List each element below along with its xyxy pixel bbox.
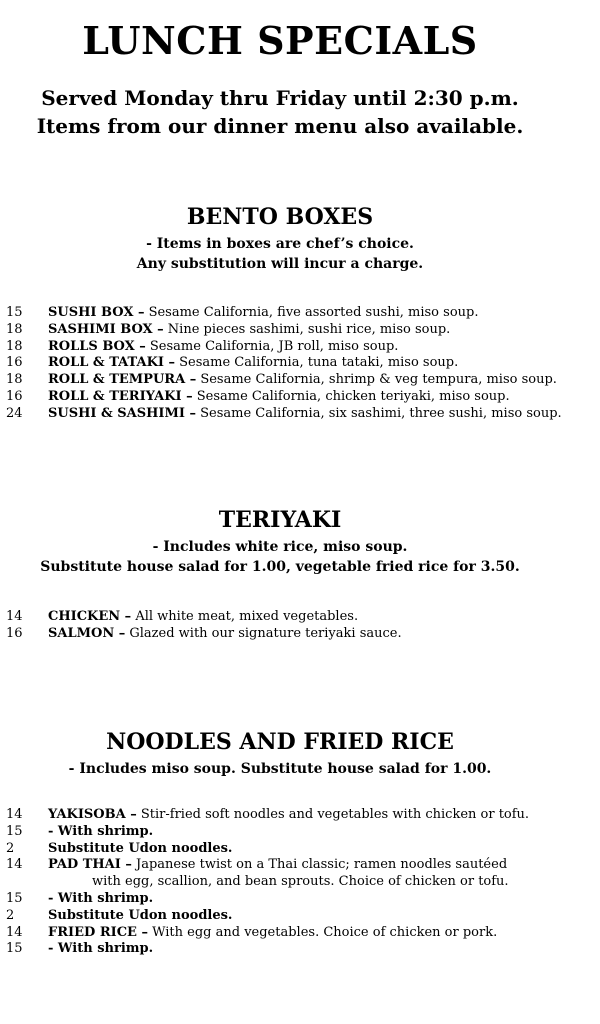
- item-desc: Glazed with our signature teriyaki sauce.: [125, 625, 402, 641]
- item-price: 15: [6, 305, 23, 320]
- menu-item: [0, 807, 600, 824]
- item-name: - With shrimp.: [48, 890, 154, 906]
- menu-item: [0, 339, 600, 356]
- item-name: Substitute Udon noodles.: [48, 840, 233, 856]
- item-price: 14: [6, 857, 23, 873]
- teriyaki-note-1: - Includes white rice, miso soup.: [152, 539, 408, 555]
- item-name: FRIED RICE –: [48, 924, 148, 940]
- item-price: 16: [6, 355, 23, 371]
- item-desc: Sesame California, shrimp & veg tempura, miso soup.: [196, 372, 557, 388]
- menu-item: [0, 941, 600, 958]
- item-price: 14: [6, 609, 23, 624]
- menu-item: [0, 355, 600, 372]
- teriyaki-items: [0, 609, 600, 643]
- item-desc: Sesame California, tuna tataki, miso soup.: [175, 355, 459, 371]
- item-name: Substitute Udon noodles.: [48, 907, 233, 923]
- item-price: 15: [6, 890, 23, 906]
- item-price: 15: [6, 941, 23, 957]
- menu-item: [0, 322, 600, 339]
- item-name: YAKISOBA –: [48, 807, 137, 822]
- bento-items: [0, 305, 600, 423]
- bento-title: BENTO BOXES: [186, 204, 374, 230]
- item-price: 18: [6, 372, 23, 388]
- item-name: PAD THAI –: [48, 857, 132, 873]
- item-desc: All white meat, mixed vegetables.: [131, 609, 359, 624]
- item-price: 14: [6, 924, 23, 940]
- bento-section-header: [0, 204, 600, 274]
- page-title: LUNCH SPECIALS: [82, 18, 478, 63]
- menu-item: [0, 857, 600, 874]
- item-desc: Sesame California, JB roll, miso soup.: [145, 338, 399, 354]
- noodles-items: [0, 807, 600, 958]
- served-line-1: Served Monday thru Friday until 2:30 p.m.: [41, 86, 519, 110]
- menu-item: [0, 609, 600, 626]
- item-name: SUSHI BOX –: [48, 305, 145, 320]
- menu-item: [0, 824, 600, 841]
- menu-item: [0, 908, 600, 925]
- bento-note-2: Any substitution will incur a charge.: [136, 256, 424, 272]
- noodles-note-1: - Includes miso soup. Substitute house salad for 1.00.: [68, 761, 492, 777]
- item-name: - With shrimp.: [48, 941, 154, 957]
- item-desc: Sesame California, six sashimi, three sushi, miso soup.: [196, 405, 562, 421]
- item-price: 18: [6, 321, 23, 337]
- item-desc: Stir-fried soft noodles and vegetables with chicken or tofu.: [136, 807, 530, 822]
- menu-item: [0, 305, 600, 322]
- teriyaki-section-header: [0, 507, 600, 577]
- item-desc: Sesame California, chicken teriyaki, miso soup.: [192, 388, 510, 404]
- item-desc: Japanese twist on a Thai classic; ramen noodles sautéed: [131, 857, 508, 873]
- served-line-2: Items from our dinner menu also available.: [36, 114, 524, 138]
- noodles-title: NOODLES AND FRIED RICE: [106, 729, 454, 755]
- menu-item: [0, 925, 600, 942]
- menu-item: [0, 841, 600, 858]
- item-price: 16: [6, 625, 23, 641]
- teriyaki-note-2: Substitute house salad for 1.00, vegetable fried rice for 3.50.: [40, 559, 520, 575]
- bento-note-1: - Items in boxes are chef’s choice.: [146, 236, 414, 252]
- menu-item: [0, 389, 600, 406]
- item-name: ROLL & TATAKI –: [48, 355, 175, 371]
- item-price: 15: [6, 823, 23, 839]
- item-name: - With shrimp.: [48, 823, 154, 839]
- menu-item-continuation: [0, 874, 600, 891]
- item-price: 24: [6, 405, 23, 421]
- item-price: 18: [6, 338, 23, 354]
- item-name: ROLL & TEMPURA –: [48, 372, 197, 388]
- item-price: 14: [6, 807, 23, 822]
- item-name: SALMON –: [48, 625, 126, 641]
- item-desc: Sesame California, five assorted sushi, miso soup.: [144, 305, 479, 320]
- teriyaki-title: TERIYAKI: [218, 507, 342, 533]
- item-desc: With egg and vegetables. Choice of chicken or pork.: [148, 924, 498, 940]
- menu-item: [0, 406, 600, 423]
- item-price: 2: [6, 840, 15, 856]
- menu-item: [0, 626, 600, 643]
- served-info: [0, 84, 560, 140]
- item-name: ROLL & TERIYAKI –: [48, 388, 193, 404]
- item-name: ROLLS BOX –: [48, 338, 146, 354]
- menu-item: [0, 891, 600, 908]
- item-name: SASHIMI BOX –: [48, 321, 164, 337]
- item-price: 2: [6, 907, 15, 923]
- noodles-section-header: [0, 729, 600, 779]
- item-name: CHICKEN –: [48, 609, 132, 624]
- item-price: 16: [6, 388, 23, 404]
- item-desc: Nine pieces sashimi, sushi rice, miso soup.: [163, 321, 451, 337]
- menu-item: [0, 372, 600, 389]
- item-name: SUSHI & SASHIMI –: [48, 405, 196, 421]
- item-desc-continued: with egg, scallion, and bean sprouts. Choice of chicken or tofu.: [92, 874, 509, 890]
